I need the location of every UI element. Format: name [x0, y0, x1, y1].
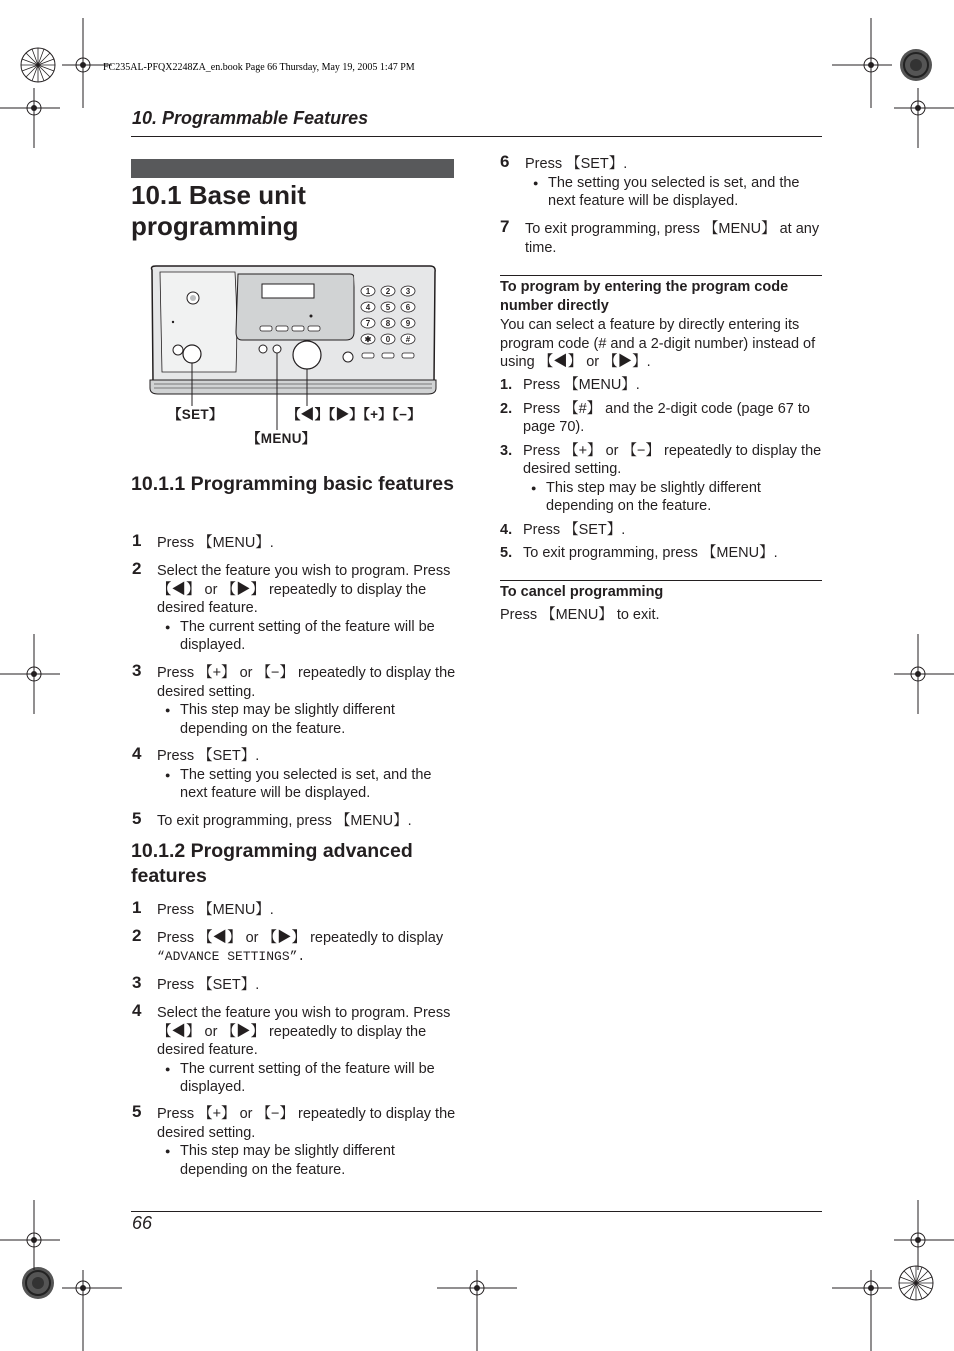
callout-set: 【SET】 — [168, 407, 223, 422]
step-number: 5 — [132, 1102, 142, 1121]
step-text: Press 【MENU】. — [157, 902, 274, 918]
keypad-key-label: 6 — [405, 303, 411, 312]
list-item — [500, 376, 825, 395]
step-text: Press 【◀】 or 【▶】 repeatedly to display — [157, 930, 444, 946]
step-number: 7 — [500, 217, 510, 236]
list-number: 3. — [500, 442, 513, 459]
direct-intro: You can select a feature by directly entering its program code (# and a 2-digit number) instead of using 【◀】 or 【▶】. — [500, 317, 816, 370]
keypad-key-label: 4 — [365, 303, 371, 312]
list-number: 1. — [500, 377, 513, 393]
list-item — [500, 521, 825, 540]
bullet-icon: ● — [165, 621, 171, 632]
cancel-text: Press 【MENU】 to exit. — [500, 607, 660, 623]
registration-mark-icon — [18, 45, 58, 85]
step-number: 3 — [132, 973, 142, 992]
keypad-key-label: # — [405, 335, 411, 344]
step-number: 6 — [500, 152, 510, 171]
step-note: The setting you selected is set, and the next feature will be displayed. — [548, 174, 800, 209]
crosshair-mark-icon — [894, 1200, 954, 1270]
list-number: 2. — [500, 400, 513, 417]
cancel-rule — [500, 580, 822, 581]
step-number: 1 — [132, 898, 142, 917]
bullet-icon: ● — [531, 482, 537, 493]
list-text: Press 【MENU】. — [523, 377, 640, 393]
footer-rule — [131, 1211, 822, 1212]
crosshair-mark-icon — [894, 88, 954, 148]
direct-heading: To program by entering the program code number directly — [500, 279, 789, 314]
step-text: Press 【SET】. — [157, 748, 260, 764]
step-note: This step may be slightly different depending on the feature. — [180, 702, 395, 737]
list-item — [500, 442, 825, 516]
callout-menu: 【MENU】 — [247, 431, 316, 446]
list-text: Press 【SET】. — [523, 521, 626, 538]
crosshair-mark-icon — [0, 634, 60, 714]
callout-nav-keys: 【◀】【▶】【+】【−】 — [287, 407, 422, 422]
step-note: The setting you selected is set, and the next feature will be displayed. — [180, 766, 432, 801]
list-note: This step may be slightly different depending on the feature. — [546, 479, 761, 514]
direct-list — [500, 376, 825, 563]
crosshair-mark-icon — [0, 1200, 60, 1270]
step-text: To exit programming, press 【MENU】 at any time. — [525, 221, 820, 256]
keypad-key-label: 0 — [385, 335, 391, 344]
direct-rule — [500, 275, 822, 276]
step-text: Select the feature you wish to program. Press 【◀】 or 【▶】 repeatedly to display the desired feature. — [157, 563, 451, 616]
keypad-key-label: 8 — [385, 319, 391, 328]
list-text: To exit programming, press 【MENU】. — [523, 545, 778, 561]
step-note: This step may be slightly different depending on the feature. — [180, 1143, 395, 1178]
advanced-heading: 10.1.2 Programming advanced features — [131, 840, 413, 887]
bullet-icon: ● — [165, 1146, 171, 1156]
step-text: Press 【+】 or 【−】 repeatedly to display the desired setting. — [157, 1106, 456, 1141]
crosshair-mark-icon — [894, 634, 954, 714]
display-text: “ADVANCE SETTINGS”. — [157, 948, 306, 964]
print-meta: FC235AL-PFQX2248ZA_en.book Page 66 Thursday, May 19, 2005 1:47 PM — [103, 62, 415, 73]
step-number: 5 — [132, 809, 142, 828]
header-rule — [131, 136, 822, 137]
step-number: 2 — [132, 926, 142, 945]
keypad-key-label: 5 — [385, 303, 391, 312]
registration-mark-icon — [896, 45, 936, 85]
keypad-key-label: 2 — [385, 287, 391, 296]
step-number: 4 — [132, 744, 142, 763]
step-text: To exit programming, press 【MENU】. — [157, 813, 412, 829]
list-text: Press 【#】 and the 2-digit code (page 67 to page 70). — [523, 400, 810, 435]
cancel-heading: To cancel programming — [500, 584, 664, 600]
step-number: 2 — [132, 559, 142, 578]
section-title: 10.1 Base unit programming — [131, 180, 306, 241]
keypad-key-label: 1 — [365, 287, 371, 296]
crosshair-mark-icon — [832, 1270, 892, 1351]
step-text: Press 【+】 or 【−】 repeatedly to display the desired setting. — [157, 665, 456, 700]
keypad-key-label: 3 — [405, 287, 411, 296]
crosshair-mark-icon — [832, 18, 892, 108]
crosshair-mark-icon — [0, 88, 60, 148]
list-number: 5. — [500, 545, 513, 561]
keypad-key-label: 7 — [365, 319, 371, 328]
list-number: 4. — [500, 521, 513, 538]
step-note: The current setting of the feature will be displayed. — [180, 1060, 435, 1095]
crosshair-mark-icon — [437, 1270, 517, 1351]
step-number: 3 — [132, 661, 142, 680]
section-bar — [131, 159, 454, 178]
bullet-icon: ● — [533, 177, 539, 188]
step-number: 1 — [132, 531, 142, 550]
list-text: Press 【+】 or 【−】 repeatedly to display the desired setting. — [523, 442, 822, 477]
bullet-icon: ● — [165, 769, 171, 780]
list-item — [500, 400, 825, 437]
step-text: Select the feature you wish to program. Press 【◀】 or 【▶】 repeatedly to display the desired feature. — [157, 1005, 451, 1058]
keypad-key-label: ✱ — [364, 335, 372, 344]
step-text: Press 【SET】. — [525, 156, 628, 172]
bullet-icon: ● — [165, 705, 171, 715]
list-item — [500, 544, 825, 563]
keypad-key-label: 9 — [405, 319, 411, 328]
step-text: Press 【MENU】. — [157, 535, 274, 551]
step-note: The current setting of the feature will be displayed. — [180, 618, 435, 653]
page-number: 66 — [132, 1213, 153, 1233]
running-header: 10. Programmable Features — [132, 108, 369, 128]
crosshair-mark-icon — [62, 1270, 122, 1351]
step-number: 4 — [132, 1001, 142, 1020]
bullet-icon: ● — [165, 1063, 171, 1074]
step-text: Press 【SET】. — [157, 977, 260, 993]
basic-heading: 10.1.1 Programming basic features — [131, 473, 454, 495]
